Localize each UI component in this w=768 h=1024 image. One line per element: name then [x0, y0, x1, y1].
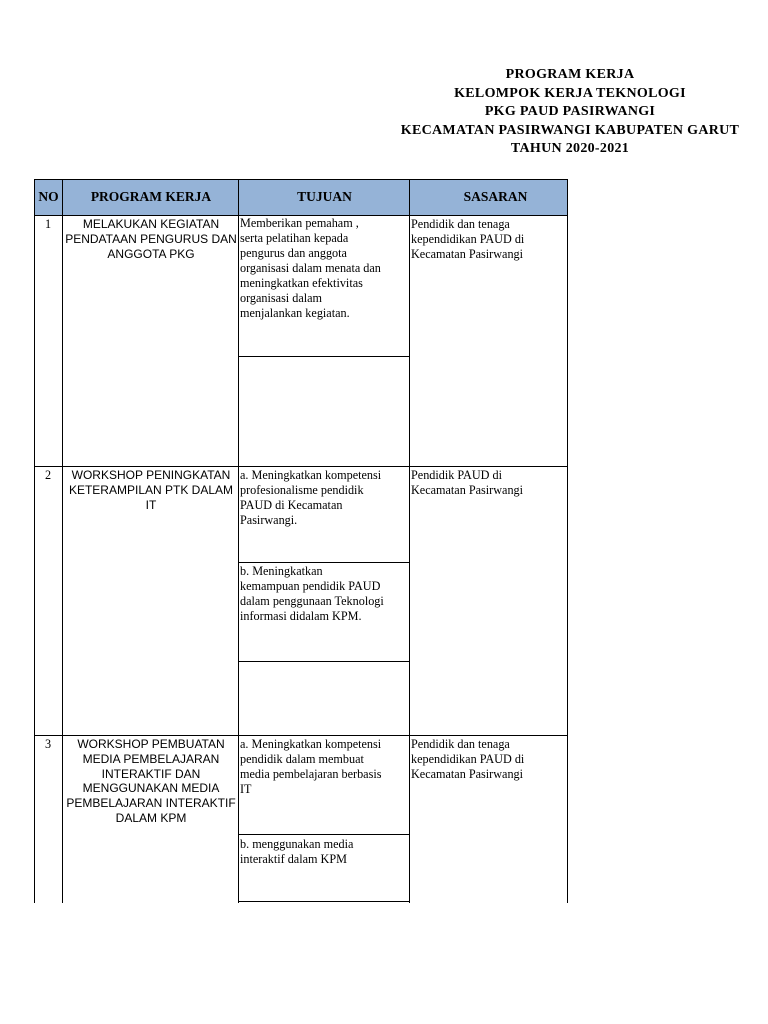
row-3-tujuan-a: a. Meningkatkan kompetensi pendidik dalam membuat media pembelajaran berbasis IT	[240, 737, 382, 796]
grid-line	[238, 834, 410, 835]
row-2-tujuan-a: a. Meningkatkan kompetensi profesionalisme pendidik PAUD di Kecamatan Pasirwangi.	[240, 468, 382, 527]
row-3-sasaran: Pendidik dan tenaga kependidikan PAUD di Kecamatan Pasirwangi	[411, 737, 525, 781]
grid-line	[34, 466, 568, 467]
grid-line	[34, 179, 568, 180]
row-3-tujuan-b: b. menggunakan media interaktif dalam KPM	[240, 837, 354, 866]
title-line-2: KELOMPOK KERJA TEKNOLOGI	[454, 85, 686, 101]
grid-line	[34, 179, 35, 903]
row-2-program: WORKSHOP PENINGKATAN KETERAMPILAN PTK DALAM IT	[68, 468, 234, 512]
row-1-no: 1	[44, 217, 52, 231]
header-tujuan: TUJUAN	[297, 189, 352, 204]
grid-line	[34, 735, 568, 736]
program-table-viewport	[34, 179, 568, 903]
document-title	[0, 66, 768, 159]
row-1-program: MELAKUKAN KEGIATAN PENDATAAN PENGURUS DAN ANGGOTA PKG	[65, 217, 237, 261]
row-3-no: 3	[44, 737, 52, 751]
title-line-1: PROGRAM KERJA	[505, 67, 635, 82]
grid-line	[238, 661, 410, 662]
header-sasaran: SASARAN	[463, 189, 528, 204]
grid-line	[238, 356, 410, 357]
title-line-5: TAHUN 2020-2021	[510, 141, 630, 156]
row-2-no: 2	[44, 468, 52, 482]
row-2-sasaran: Pendidik PAUD di Kecamatan Pasirwangi	[411, 468, 524, 497]
grid-line	[238, 901, 410, 902]
header-program-kerja: PROGRAM KERJA	[90, 189, 212, 204]
row-1-tujuan: Memberikan pemaham , serta pelatihan kepada pengurus dan anggota organisasi dalam menata dan meningkatkan efektivitas organisasi dalam menjalankan kegiatan.	[240, 216, 381, 320]
grid-line	[238, 562, 410, 563]
row-1-sasaran: Pendidik dan tenaga kependidikan PAUD di Kecamatan Pasirwangi	[411, 217, 525, 261]
grid-line	[567, 179, 568, 903]
header-no: NO	[38, 189, 59, 204]
row-3-program: WORKSHOP PEMBUATAN MEDIA PEMBELAJARAN INTERAKTIF DAN MENGGUNAKAN MEDIA PEMBELAJARAN INTERAKTIF DALAM KPM	[66, 737, 236, 825]
title-line-4: KECAMATAN PASIRWANGI KABUPATEN GARUT	[400, 122, 740, 138]
row-2-tujuan-b: b. Meningkatkan kemampuan pendidik PAUD dalam penggunaan Teknologi informasi didalam KPM.	[240, 564, 384, 623]
program-table	[34, 179, 568, 903]
title-line-3: PKG PAUD PASIRWANGI	[484, 104, 656, 119]
